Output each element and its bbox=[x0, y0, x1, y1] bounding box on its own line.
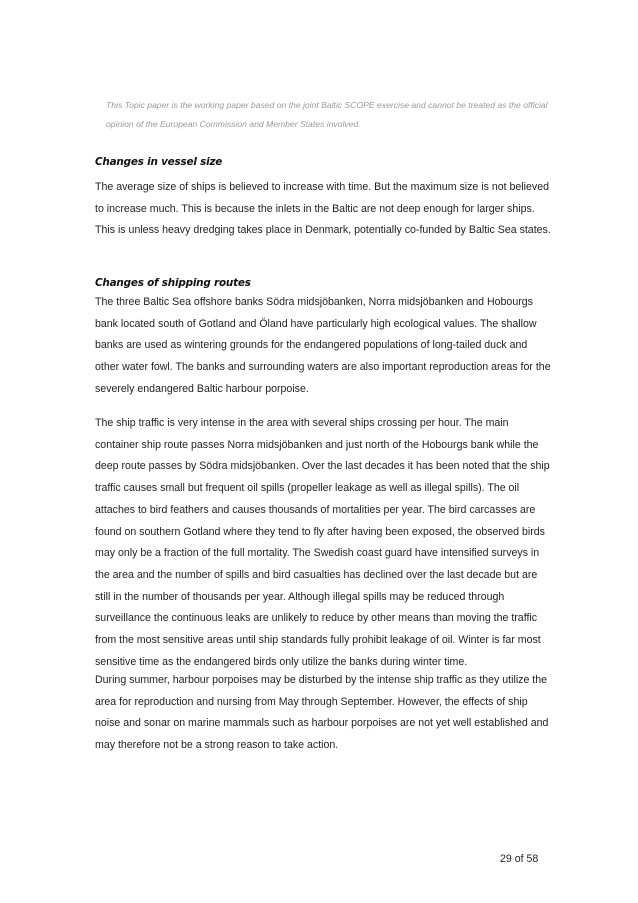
text-line: attaches to bird feathers and causes thousands of mortalities per year. The bird carcasses are bbox=[95, 503, 536, 516]
text-line: The three Baltic Sea offshore banks Södra midsjöbanken, Norra midsjöbanken and Hobourgs bbox=[95, 296, 533, 308]
disclaimer-line: This Topic paper is the working paper based on the joint Baltic SCOPE exercise and cannot be treated as the official bbox=[106, 100, 548, 110]
text-line: The average size of ships is believed to increase with time. But the maximum size is not believed bbox=[95, 181, 549, 193]
paragraph bbox=[95, 292, 555, 401]
text-line: found on southern Gotland where they tend to fly after having been exposed, the observed birds bbox=[95, 525, 545, 538]
disclaimer-line: opinion of the European Commission and Member States involved. bbox=[106, 119, 361, 129]
text-line: During summer, harbour porpoises may be disturbed by the intense ship traffic as they utilize the bbox=[95, 674, 548, 686]
page-number: 29 of 58 bbox=[500, 853, 539, 865]
text-line: traffic causes small but frequent oil spills (propeller leakage as well as illegal spills). The oil bbox=[95, 482, 520, 495]
text-line: banks are used as wintering grounds for the endangered populations of long-tailed duck and bbox=[95, 339, 528, 352]
disclaimer bbox=[106, 96, 576, 134]
text-line: deep route passes by Södra midsjöbanken. Over the last decades it has been noted that the ship bbox=[95, 460, 550, 473]
text-line: may only be a fraction of the full mortality. The Swedish coast guard have intensified surveys in bbox=[95, 547, 540, 560]
text-line: other water fowl. The banks and surrounding waters are also important reproduction areas for the bbox=[95, 361, 551, 374]
text-line: to increase much. This is because the inlets in the Baltic are not deep enough for larger ships. bbox=[95, 202, 535, 215]
paragraph bbox=[95, 177, 555, 242]
text-line: noise and sonar on marine mammals such as harbour porpoises are not yet well established and bbox=[95, 717, 549, 730]
text-line: the area and the number of spills and bird casualties has declined over the last decade but are bbox=[95, 568, 538, 581]
text-line: container ship route passes Norra midsjöbanken and just north of the Hobourgs bank while the bbox=[95, 438, 539, 451]
text-line: The ship traffic is very intense in the area with several ships crossing per hour. The main bbox=[95, 417, 509, 429]
text-line: surveillance the continuous leaks are unlikely to reduce by other means than moving the traffic bbox=[95, 612, 538, 625]
text-line: bank located south of Gotland and Öland have particularly high ecological values. The shallow bbox=[95, 317, 537, 330]
text-line: may therefore not be a strong reason to take action. bbox=[95, 739, 339, 752]
paragraph bbox=[95, 670, 555, 757]
text-line: sensitive time as the endangered birds only utilize the banks during winter time. bbox=[95, 655, 468, 668]
text-line: This is unless heavy dredging takes place in Denmark, potentially co-funded by Baltic Sea states. bbox=[95, 224, 551, 237]
text-line: area for reproduction and nursing from May through September. However, the effects of ship bbox=[95, 695, 528, 708]
text-line: severely endangered Baltic harbour porpoise. bbox=[95, 382, 309, 395]
section-heading-vessel-size: Changes in vessel size bbox=[95, 156, 223, 168]
section-heading-shipping-routes: Changes of shipping routes bbox=[95, 277, 251, 289]
text-line: from the most sensitive areas until ship standards fully prohibit leakage of oil. Winter is far most bbox=[95, 634, 541, 647]
paragraph bbox=[95, 413, 555, 673]
text-line: still in the number of thousands per year. Although illegal spills may be reduced through bbox=[95, 590, 505, 603]
